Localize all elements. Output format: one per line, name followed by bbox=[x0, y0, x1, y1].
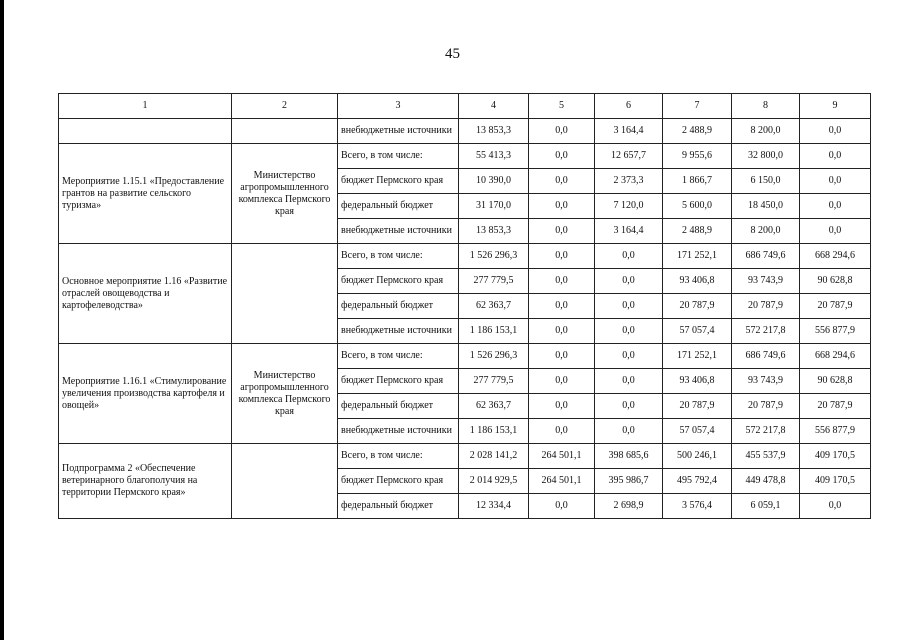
amount-cell: 1 526 296,3 bbox=[459, 244, 529, 269]
amount-cell: 0,0 bbox=[529, 269, 595, 294]
amount-cell: 1 866,7 bbox=[663, 169, 732, 194]
funding-source: бюджет Пермского края bbox=[338, 469, 459, 494]
activity-title: Мероприятие 1.16.1 «Стимулирование увеличения производства картофеля и овощей» bbox=[59, 344, 232, 444]
amount-cell: 398 685,6 bbox=[595, 444, 663, 469]
table-row bbox=[59, 119, 871, 144]
amount-cell: 449 478,8 bbox=[732, 469, 800, 494]
amount-cell: 8 200,0 bbox=[732, 119, 800, 144]
amount-cell: 62 363,7 bbox=[459, 394, 529, 419]
amount-cell: 0,0 bbox=[595, 344, 663, 369]
responsible-executor bbox=[232, 444, 338, 519]
funding-source: Всего, в том числе: bbox=[338, 444, 459, 469]
amount-cell: 6 150,0 bbox=[732, 169, 800, 194]
activity-title: Мероприятие 1.15.1 «Предоставление грантов на развитие сельского туризма» bbox=[59, 144, 232, 244]
amount-cell: 0,0 bbox=[529, 194, 595, 219]
amount-cell: 0,0 bbox=[800, 219, 871, 244]
amount-cell: 32 800,0 bbox=[732, 144, 800, 169]
amount-cell: 90 628,8 bbox=[800, 269, 871, 294]
amount-cell: 20 787,9 bbox=[732, 294, 800, 319]
amount-cell: 93 406,8 bbox=[663, 269, 732, 294]
funding-source: внебюджетные источники bbox=[338, 119, 459, 144]
column-header: 5 bbox=[529, 94, 595, 119]
funding-source: внебюджетные источники bbox=[338, 419, 459, 444]
funding-source: Всего, в том числе: bbox=[338, 344, 459, 369]
funding-source: Всего, в том числе: bbox=[338, 144, 459, 169]
amount-cell: 0,0 bbox=[529, 319, 595, 344]
column-header: 8 bbox=[732, 94, 800, 119]
amount-cell: 2 373,3 bbox=[595, 169, 663, 194]
amount-cell: 20 787,9 bbox=[800, 294, 871, 319]
table-row bbox=[59, 444, 871, 469]
funding-source: федеральный бюджет bbox=[338, 194, 459, 219]
amount-cell: 500 246,1 bbox=[663, 444, 732, 469]
amount-cell: 6 059,1 bbox=[732, 494, 800, 519]
amount-cell: 0,0 bbox=[529, 144, 595, 169]
amount-cell: 0,0 bbox=[800, 194, 871, 219]
amount-cell: 13 853,3 bbox=[459, 219, 529, 244]
scan-edge bbox=[0, 0, 4, 640]
column-header: 9 bbox=[800, 94, 871, 119]
amount-cell: 5 600,0 bbox=[663, 194, 732, 219]
amount-cell: 0,0 bbox=[595, 294, 663, 319]
amount-cell: 7 120,0 bbox=[595, 194, 663, 219]
amount-cell: 264 501,1 bbox=[529, 444, 595, 469]
amount-cell: 277 779,5 bbox=[459, 269, 529, 294]
funding-source: Всего, в том числе: bbox=[338, 244, 459, 269]
amount-cell: 668 294,6 bbox=[800, 244, 871, 269]
column-header: 4 bbox=[459, 94, 529, 119]
amount-cell: 55 413,3 bbox=[459, 144, 529, 169]
amount-cell: 495 792,4 bbox=[663, 469, 732, 494]
amount-cell: 395 986,7 bbox=[595, 469, 663, 494]
funding-source: федеральный бюджет bbox=[338, 294, 459, 319]
responsible-executor bbox=[232, 119, 338, 144]
amount-cell: 12 334,4 bbox=[459, 494, 529, 519]
amount-cell: 1 186 153,1 bbox=[459, 319, 529, 344]
column-header: 3 bbox=[338, 94, 459, 119]
amount-cell: 668 294,6 bbox=[800, 344, 871, 369]
amount-cell: 3 164,4 bbox=[595, 119, 663, 144]
amount-cell: 0,0 bbox=[595, 319, 663, 344]
amount-cell: 10 390,0 bbox=[459, 169, 529, 194]
amount-cell: 0,0 bbox=[595, 244, 663, 269]
amount-cell: 686 749,6 bbox=[732, 344, 800, 369]
column-header: 2 bbox=[232, 94, 338, 119]
responsible-executor bbox=[232, 244, 338, 344]
amount-cell: 8 200,0 bbox=[732, 219, 800, 244]
amount-cell: 31 170,0 bbox=[459, 194, 529, 219]
column-header: 6 bbox=[595, 94, 663, 119]
amount-cell: 686 749,6 bbox=[732, 244, 800, 269]
amount-cell: 90 628,8 bbox=[800, 369, 871, 394]
amount-cell: 20 787,9 bbox=[663, 394, 732, 419]
amount-cell: 18 450,0 bbox=[732, 194, 800, 219]
amount-cell: 2 488,9 bbox=[663, 119, 732, 144]
amount-cell: 62 363,7 bbox=[459, 294, 529, 319]
table-row bbox=[59, 344, 871, 369]
amount-cell: 556 877,9 bbox=[800, 319, 871, 344]
funding-source: федеральный бюджет bbox=[338, 494, 459, 519]
amount-cell: 264 501,1 bbox=[529, 469, 595, 494]
funding-source: федеральный бюджет bbox=[338, 394, 459, 419]
amount-cell: 93 406,8 bbox=[663, 369, 732, 394]
amount-cell: 171 252,1 bbox=[663, 244, 732, 269]
amount-cell: 57 057,4 bbox=[663, 319, 732, 344]
amount-cell: 2 698,9 bbox=[595, 494, 663, 519]
responsible-executor: Министерство агропромышленного комплекса Пермского края bbox=[232, 144, 338, 244]
amount-cell: 0,0 bbox=[595, 369, 663, 394]
funding-source: бюджет Пермского края bbox=[338, 269, 459, 294]
amount-cell: 572 217,8 bbox=[732, 319, 800, 344]
amount-cell: 0,0 bbox=[529, 344, 595, 369]
amount-cell: 455 537,9 bbox=[732, 444, 800, 469]
table-row bbox=[59, 144, 871, 169]
amount-cell: 0,0 bbox=[529, 169, 595, 194]
amount-cell: 1 526 296,3 bbox=[459, 344, 529, 369]
amount-cell: 20 787,9 bbox=[663, 294, 732, 319]
amount-cell: 0,0 bbox=[529, 494, 595, 519]
amount-cell: 2 488,9 bbox=[663, 219, 732, 244]
amount-cell: 0,0 bbox=[800, 144, 871, 169]
amount-cell: 277 779,5 bbox=[459, 369, 529, 394]
amount-cell: 409 170,5 bbox=[800, 469, 871, 494]
amount-cell: 0,0 bbox=[800, 494, 871, 519]
amount-cell: 0,0 bbox=[529, 294, 595, 319]
amount-cell: 556 877,9 bbox=[800, 419, 871, 444]
amount-cell: 572 217,8 bbox=[732, 419, 800, 444]
amount-cell: 1 186 153,1 bbox=[459, 419, 529, 444]
column-header: 7 bbox=[663, 94, 732, 119]
amount-cell: 0,0 bbox=[529, 119, 595, 144]
amount-cell: 0,0 bbox=[529, 394, 595, 419]
responsible-executor: Министерство агропромышленного комплекса Пермского края bbox=[232, 344, 338, 444]
amount-cell: 0,0 bbox=[595, 269, 663, 294]
activity-title: Основное мероприятие 1.16 «Развитие отраслей овощеводства и картофелеводства» bbox=[59, 244, 232, 344]
funding-source: бюджет Пермского края bbox=[338, 169, 459, 194]
amount-cell: 0,0 bbox=[595, 394, 663, 419]
budget-table bbox=[58, 93, 871, 519]
amount-cell: 0,0 bbox=[529, 369, 595, 394]
table-row bbox=[59, 244, 871, 269]
amount-cell: 93 743,9 bbox=[732, 369, 800, 394]
funding-source: внебюджетные источники bbox=[338, 319, 459, 344]
amount-cell: 9 955,6 bbox=[663, 144, 732, 169]
funding-source: бюджет Пермского края bbox=[338, 369, 459, 394]
amount-cell: 20 787,9 bbox=[732, 394, 800, 419]
amount-cell: 13 853,3 bbox=[459, 119, 529, 144]
amount-cell: 0,0 bbox=[595, 419, 663, 444]
amount-cell: 409 170,5 bbox=[800, 444, 871, 469]
amount-cell: 171 252,1 bbox=[663, 344, 732, 369]
activity-title bbox=[59, 119, 232, 144]
table-body bbox=[59, 119, 871, 519]
amount-cell: 2 028 141,2 bbox=[459, 444, 529, 469]
amount-cell: 3 576,4 bbox=[663, 494, 732, 519]
amount-cell: 0,0 bbox=[800, 119, 871, 144]
header-row bbox=[59, 94, 871, 119]
activity-title: Подпрограмма 2 «Обеспечение ветеринарного благополучия на территории Пермского края» bbox=[59, 444, 232, 519]
amount-cell: 0,0 bbox=[529, 419, 595, 444]
amount-cell: 2 014 929,5 bbox=[459, 469, 529, 494]
page-number: 45 bbox=[445, 46, 460, 62]
amount-cell: 0,0 bbox=[529, 219, 595, 244]
amount-cell: 12 657,7 bbox=[595, 144, 663, 169]
amount-cell: 57 057,4 bbox=[663, 419, 732, 444]
amount-cell: 93 743,9 bbox=[732, 269, 800, 294]
funding-source: внебюджетные источники bbox=[338, 219, 459, 244]
amount-cell: 0,0 bbox=[529, 244, 595, 269]
column-header: 1 bbox=[59, 94, 232, 119]
amount-cell: 0,0 bbox=[800, 169, 871, 194]
amount-cell: 3 164,4 bbox=[595, 219, 663, 244]
amount-cell: 20 787,9 bbox=[800, 394, 871, 419]
